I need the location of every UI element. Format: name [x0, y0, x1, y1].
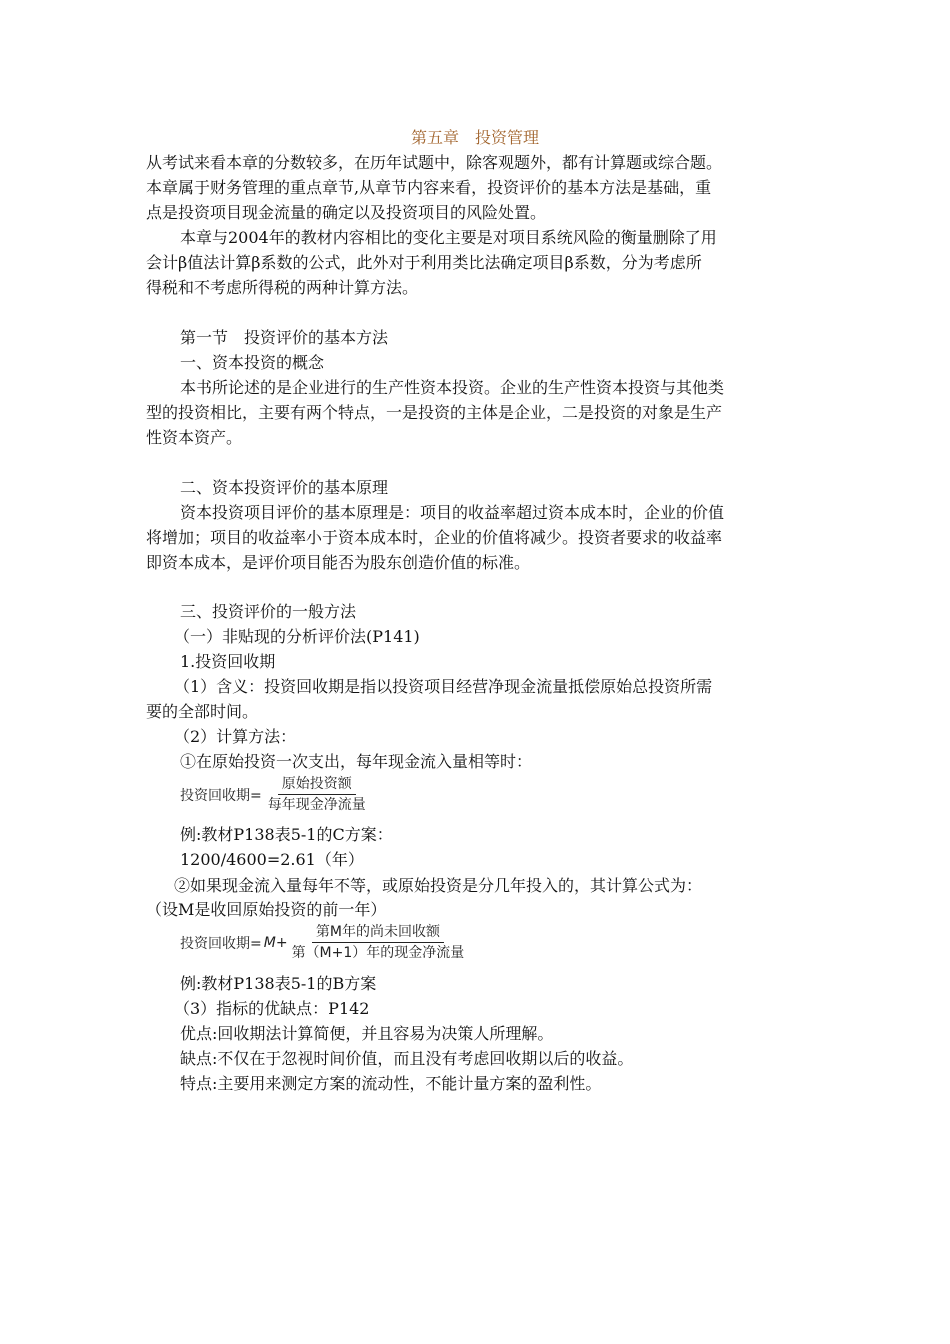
formula-numerator: 原始投资额: [278, 775, 356, 795]
payback-formula-1: [180, 775, 370, 814]
item-heading: 1.投资回收期: [180, 652, 276, 671]
formula-fraction: [264, 775, 370, 814]
paragraph-line: （3）指标的优缺点：P142: [174, 999, 370, 1018]
subheading: 二、资本投资评价的基本原理: [180, 478, 389, 497]
subheading: 一、资本投资的概念: [180, 353, 325, 372]
formula-denominator: 每年现金净流量: [267, 797, 366, 813]
formula-numerator: 第M年的尚未回收额: [312, 923, 444, 943]
paragraph-line: （1）含义：投资回收期是指以投资项目经营净现金流量抵偿原始总投资所需: [174, 677, 713, 696]
paragraph-line: 特点:主要用来测定方案的流动性，不能计量方案的盈利性。: [180, 1074, 602, 1093]
formula-lhs: 投资回收期=: [180, 787, 262, 804]
formula-denominator: 第（M+1）年的现金净流量: [291, 945, 465, 961]
paragraph-line: 要的全部时间。: [146, 702, 259, 721]
paragraph-line: 即资本成本，是评价项目能否为股东创造价值的标准。: [146, 553, 531, 572]
paragraph-line: 1200/4600=2.61（年）: [180, 850, 364, 869]
formula-fraction: [288, 923, 469, 962]
paragraph-line: 优点:回收期法计算简便，并且容易为决策人所理解。: [180, 1024, 554, 1043]
payback-formula-2: [180, 923, 468, 962]
intro-line: 本章属于财务管理的重点章节,从章节内容来看，投资评价的基本方法是基础，重: [146, 178, 712, 197]
paragraph-line: 例:教材P138表5-1的B方案: [180, 974, 377, 993]
paragraph-line: 性资本资产。: [146, 428, 243, 447]
paragraph-line: 本书所论述的是企业进行的生产性资本投资。企业的生产性资本投资与其他类: [180, 378, 725, 397]
paragraph-line: ①在原始投资一次支出，每年现金流入量相等时：: [180, 752, 533, 771]
paragraph-line: （2）计算方法：: [174, 727, 297, 746]
subheading: （一）非贴现的分析评价法(P141): [174, 627, 420, 646]
intro-line: 会计β值法计算β系数的公式，此外对于利用类比法确定项目β系数，分为考虑所: [146, 253, 702, 272]
intro-line: 从考试来看本章的分数较多，在历年试题中，除客观题外，都有计算题或综合题。: [146, 153, 723, 172]
intro-line: 点是投资项目现金流量的确定以及投资项目的风险处置。: [146, 203, 547, 222]
formula-m: M: [263, 934, 276, 951]
subheading: 三、投资评价的一般方法: [180, 602, 357, 621]
paragraph-line: 例:教材P138表5-1的C方案：: [180, 825, 393, 844]
formula-plus: +: [275, 934, 288, 951]
intro-line: 得税和不考虑所得税的两种计算方法。: [146, 278, 419, 297]
section-heading: 第一节 投资评价的基本方法: [180, 328, 389, 347]
paragraph-line: ②如果现金流入量每年不等，或原始投资是分几年投入的，其计算公式为：: [174, 876, 703, 895]
paragraph-line: 资本投资项目评价的基本原理是：项目的收益率超过资本成本时，企业的价值: [180, 503, 725, 522]
intro-line: 本章与2004年的教材内容相比的变化主要是对项目系统风险的衡量删除了用: [180, 228, 717, 247]
paragraph-line: 缺点:不仅在于忽视时间价值，而且没有考虑回收期以后的收益。: [180, 1049, 634, 1068]
chapter-title: 第五章 投资管理: [410, 128, 539, 147]
paragraph-line: （设M是收回原始投资的前一年）: [146, 900, 387, 919]
paragraph-line: 型的投资相比，主要有两个特点，一是投资的主体是企业，二是投资的对象是生产: [146, 403, 723, 422]
formula-lhs: 投资回收期=: [180, 935, 262, 952]
paragraph-line: 将增加；项目的收益率小于资本成本时，企业的价值将减少。投资者要求的收益率: [146, 528, 723, 547]
